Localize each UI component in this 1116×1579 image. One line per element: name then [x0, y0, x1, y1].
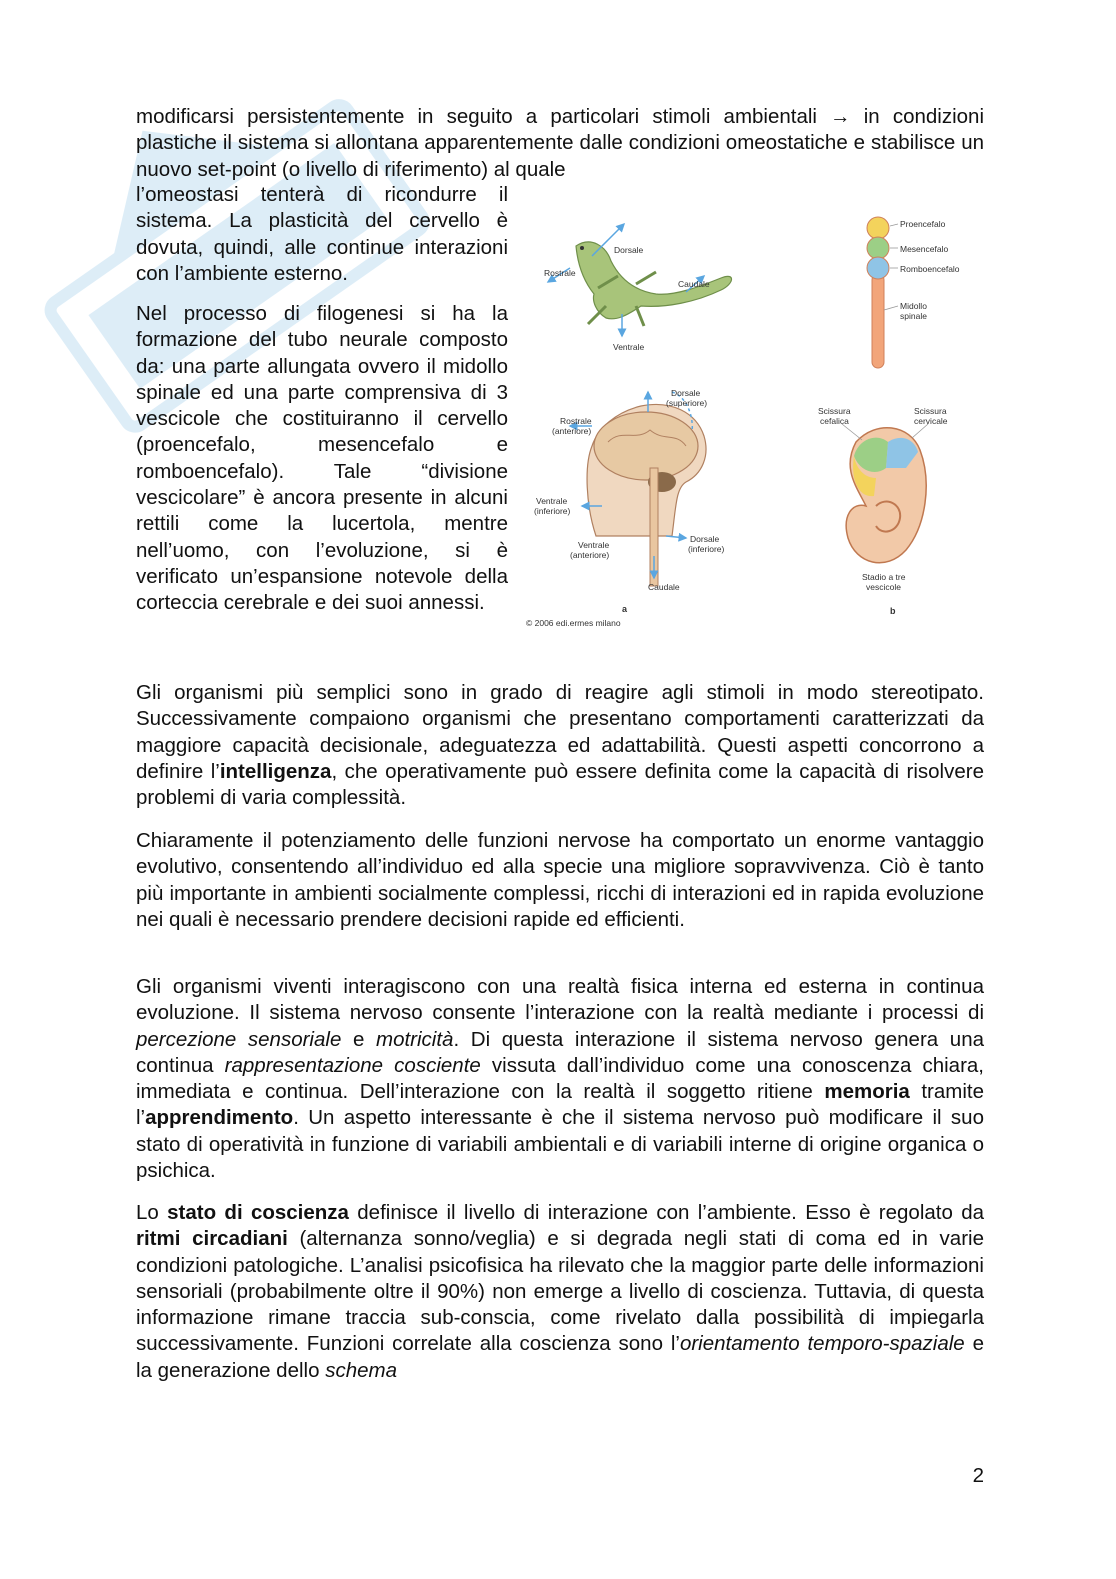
term-ritmi-circadiani: ritmi circadiani: [136, 1227, 288, 1251]
embryo-label-vescicole: vescicole: [866, 582, 901, 592]
head-label-caudale: Caudale: [648, 582, 680, 592]
head-label-dorsale-inf: Dorsale: [690, 534, 720, 544]
p4-text-e: . Di questa interazione il sistema nervoso genera una continua: [136, 1027, 984, 1077]
p4-text-g: vissuta dall’individuo come una conoscenza chiara, immediata e continua. Dell’interazione con la realtà il soggetto ritiene: [136, 1053, 985, 1104]
term-schema: schema: [325, 1358, 397, 1382]
human-head-drawing: [526, 388, 725, 628]
lizard-label-dorsale: Dorsale: [614, 245, 644, 255]
embryo-drawing: [818, 406, 948, 616]
figure-label-b: b: [890, 606, 896, 616]
term-apprendimento: apprendimento: [145, 1106, 294, 1130]
figure-copyright: © 2006 edi.ermes milano: [526, 618, 621, 628]
term-stato-coscienza: stato di coscienza: [167, 1201, 349, 1224]
head-label-ventrale-ant: Ventrale: [578, 540, 610, 550]
p5-text-g: e la generazione dello: [136, 1332, 984, 1382]
head-label-inferiore-2: (inferiore): [688, 544, 725, 554]
lizard-drawing: [544, 224, 732, 352]
paragraph-phylogenesis: Nel processo di filogenesi si ha la formazione del tubo neurale composto da: una parte allungata ovvero il midollo spinale ed una parte comprensiva di 3 vescicole che costituiranno il cervello (proencefalo, mesencefalo e romboencefalo). Tale “divisione vescicolare” è ancora presente in alcuni rettili come la lucertola, mentre nell’uomo, con l’evoluzione, si è verificato un’espansione notevole della corteccia cerebrale e dei suoi annessi.: [136, 302, 508, 615]
head-label-anteriore: (anteriore): [552, 426, 592, 436]
lizard-label-caudale: Caudale: [678, 279, 710, 289]
tube-label-spinale: spinale: [900, 311, 927, 321]
embryo-label-cefalica: cefalica: [820, 416, 849, 426]
embryo-label-scissura-cerv: Scissura: [914, 406, 947, 416]
paragraph-evolution: Chiaramente il potenziamento delle funzioni nervose ha comportato un enorme vantaggio evolutivo, consentendo all’individuo ed alla specie una migliore sopravvivenza. Ciò è tanto più importante in ambienti socialmente complessi, ricchi di interazioni ed in rapida evoluzione nei quali è necessario prendere decisioni rapide ed efficienti.: [136, 829, 984, 931]
term-intelligenza: intelligenza: [219, 759, 332, 783]
figure-label-a: a: [622, 604, 628, 614]
term-memoria: memoria: [824, 1080, 910, 1104]
paragraph-intelligence: [136, 680, 984, 811]
head-label-inferiore: (inferiore): [534, 506, 571, 516]
lizard-label-ventrale: Ventrale: [613, 342, 645, 352]
p4-text-c: e: [341, 1027, 376, 1051]
p5-text-c: definisce il livello di interazione con l’ambiente. Esso è regolato da: [348, 1201, 984, 1224]
tube-label-romboencefalo: Romboencefalo: [900, 264, 960, 274]
head-label-dorsale-sup: Dorsale: [671, 388, 701, 398]
neural-tube-drawing: [867, 217, 960, 368]
tube-label-proencefalo: Proencefalo: [900, 219, 946, 229]
term-percezione: percezione sensoriale: [136, 1027, 342, 1051]
p4-text-i: tramite l’: [136, 1080, 984, 1130]
head-label-rostrale: Rostrale: [560, 416, 592, 426]
p2-text-a: Gli organismi più semplici sono in grado di reagire agli stimoli in modo stereotipato. Successivamente compaiono organismi che presentano comportamenti caratterizzati da maggiore capacità decisionale, adeguatezza ed adattabilità. Questi aspetti concorrono a definire l’: [136, 681, 984, 783]
term-rappresentazione: rappresentazione cosciente: [224, 1053, 481, 1077]
p4-text-a: Gli organismi viventi interagiscono con una realtà fisica interna ed esterna in continua evoluzione. Il sistema nervoso consente l’interazione con la realtà mediante i processi di: [136, 975, 984, 1025]
p2-text-c: , che operativamente può essere definita come la capacità di risolvere problemi di varia complessità.: [136, 759, 984, 810]
paragraph-intro: modificarsi persistentemente in seguito a particolari stimoli ambientali → in condizioni plastiche il sistema si allontana apparentemente dalle condizioni omeostatiche e stabilisce un nuovo set-point (o livello di riferimento) al quale: [136, 105, 984, 181]
p5-text-a: Lo: [136, 1201, 168, 1224]
term-motricita: motricità: [376, 1027, 454, 1051]
embryo-label-cervicale: cervicale: [914, 416, 948, 426]
head-label-anteriore-2: (anteriore): [570, 550, 610, 560]
page-number: 2: [972, 1464, 984, 1487]
tube-label-midollo: Midollo: [900, 301, 927, 311]
head-label-ventrale-inf: Ventrale: [536, 496, 568, 506]
anatomy-illustration: [526, 206, 984, 640]
paragraph-consciousness: [136, 1200, 984, 1384]
neural-anatomy-figure: [526, 206, 984, 640]
head-label-superiore: (superiore): [666, 398, 708, 408]
lizard-label-rostrale: Rostrale: [544, 268, 576, 278]
p4-text-k: . Un aspetto interessante è che il sistema nervoso può modificare il suo stato di operatività in funzione di variabili ambientali e di variabili interne di origine organica o psichica.: [136, 1106, 984, 1183]
paragraph-interaction: [136, 974, 984, 1184]
p5-text-e: (alternanza sonno/veglia) e si degrada negli stati di coma ed in varie condizioni patologiche. L’analisi psicofisica ha rilevato che la maggior parte delle informazioni sensoriali (probabilmente oltre il 90%) non emerge a livello di coscienza. Tuttavia, di questa informazione rimane traccia sub-conscia, come rivelato dalla possibilità di impiegarla successivamente. Funzioni correlate alla coscienza sono l’: [136, 1227, 984, 1356]
embryo-label-scissura-cef: Scissura: [818, 406, 851, 416]
paragraph-plasticity: l’omeostasi tenterà di ricondurre il sistema. La plasticità del cervello è dovuta, quindi, alle continue interazioni con l’ambiente esterno.: [136, 183, 508, 285]
tube-label-mesencefalo: Mesencefalo: [900, 244, 949, 254]
embryo-label-stadio: Stadio a tre: [862, 572, 906, 582]
term-orientamento: orientamento temporo-spaziale: [679, 1332, 965, 1356]
